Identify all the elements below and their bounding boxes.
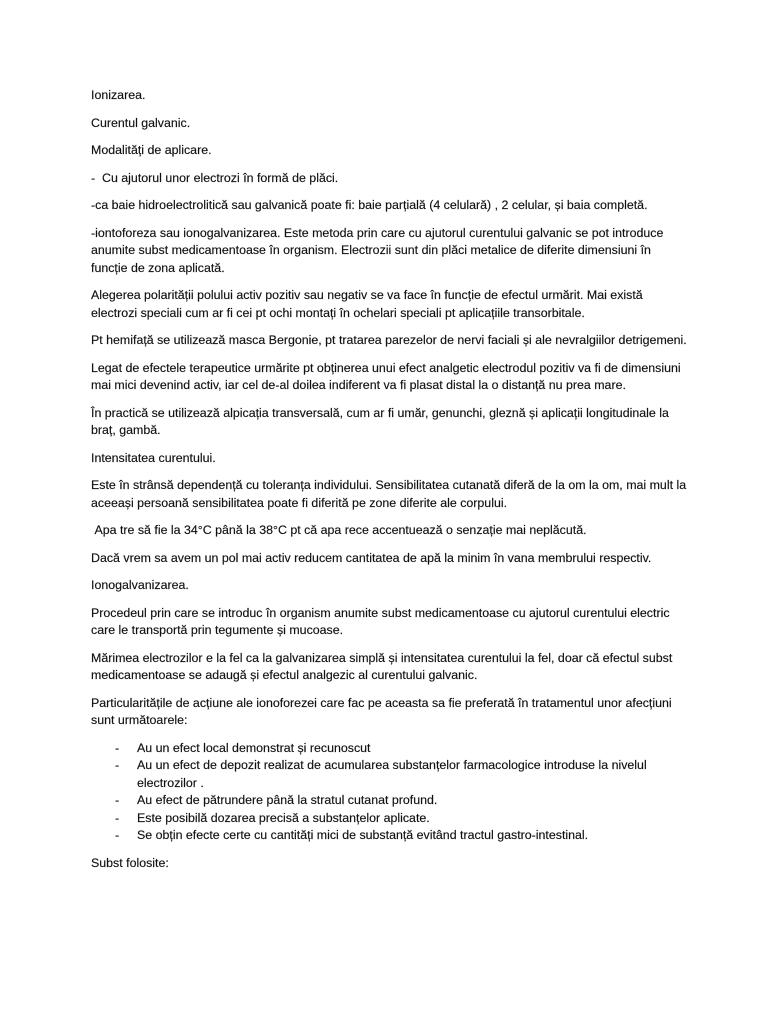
paragraph-heading-ionizarea: Ionizarea. [91,88,146,102]
paragraph-polaritate: Alegerea polarității polului activ pozitiv sau negativ se va face în funcție de efectul urmărit. Mai există electrozi speciali cum ar fi cei pt ochi montați în ochelari speciali pt aplicațiile transorbitale. [91,288,647,320]
paragraph-heading-ionogalvanizarea: Ionogalvanizarea. [91,578,189,592]
paragraph-heading-intensitatea: Intensitatea curentului. [91,450,216,465]
list-item-text: Au un efect local demonstrat și recunoscut [137,740,371,755]
list-item [91,740,688,758]
paragraph-baie: -ca baie hidroelectrolitică sau galvanică poate fi: baie parțială (4 celulară) , 2 celular, și baia completă. [91,198,648,212]
paragraph-marimea-electrozilor: Mărimea electrozilor e la fel ca la galvanizarea simplă și intensitatea curentului la fel, doar că efectul subst medicamentoase se adaugă și efectul analgezic al curentului galvanic. [91,650,676,682]
list-bullet: - [115,828,120,842]
list-bullet: - [115,740,120,755]
paragraph-heading-modalitati: Modalități de aplicare. [91,143,212,157]
paragraph-heading-subst-folosite: Subst folosite: [91,855,169,870]
list-item-text: Se obțin efecte certe cu cantități mici de substanță evitând tractul gastro-intestinal. [137,828,589,842]
paragraph-temperatura-apa: Apa tre să fie la 34°C până la 38°C pt că apa rece accentuează o senzație mai neplăcută. [91,523,587,537]
paragraph-particularitati: Particularitățile de acțiune ale ionoforezei care fac pe aceasta sa fie preferată în tratamentul unor afecțiuni sunt următoarele: [91,695,676,727]
paragraph-aplicatie: În practică se utilizează alpicația transversală, cum ar fi umăr, genunchi, gleznă și aplicații longitudinale la braț, gambă. [91,405,673,437]
list-item [91,827,688,845]
paragraph-procedeul: Procedeul prin care se introduc în organism anumite subst medicamentoase cu ajutorul curentului electric care le transportă prin tegumente și mucoase. [91,605,673,637]
paragraph-efecte-terapeutice: Legat de efectele terapeutice urmărite pt obținerea unui efect analgetic electrodul pozitiv va fi de dimensiuni mai mici devenind activ, iar cel de-al doilea indiferent va fi plasat distal la o distanță nu prea mare. [91,360,685,392]
particularities-list [91,740,688,845]
paragraph-iontoforeza: -iontoforeza sau ionogalvanizarea. Este metoda prin care cu ajutorul curentului galvanic se pot introduce anumite subst medicamentoase în organism. Electrozii sunt din plăci metalice de diferite dimensiuni în funcție de zona aplicată. [91,225,667,275]
list-item [91,792,688,810]
list-bullet: - [115,793,120,807]
paragraph-pol-activ: Dacă vrem sa avem un pol mai activ reducem cantitatea de apă la minim în vana membrului respectiv. [91,550,652,565]
paragraph-hemifata: Pt hemifață se utilizează masca Bergonie, pt tratarea parezelor de nervi faciali și ale nevralgiilor detrigemeni. [91,333,687,347]
list-item [91,757,688,792]
list-bullet: - [115,758,120,772]
list-bullet: - [115,810,120,825]
list-item [91,810,688,828]
list-item-text: Au un efect de depozit realizat de acumularea substanțelor farmacologice introduse la nivelul electrozilor . [137,758,647,790]
paragraph-placi: - Cu ajutorul unor electrozi în formă de plăci. [91,170,339,185]
paragraph-toleranta: Este în strânsă dependență cu toleranța individului. Sensibilitatea cutanată diferă de la om la om, mai mult la aceeași persoană sensibilitatea poate fi diferită pe zone diferite ale corpului. [91,478,690,510]
list-item-text: Au efect de pătrundere până la stratul cutanat profund. [137,793,438,807]
list-item-text: Este posibilă dozarea precisă a substanțelor aplicate. [137,810,430,825]
paragraph-heading-curentul-galvanic: Curentul galvanic. [91,115,191,130]
